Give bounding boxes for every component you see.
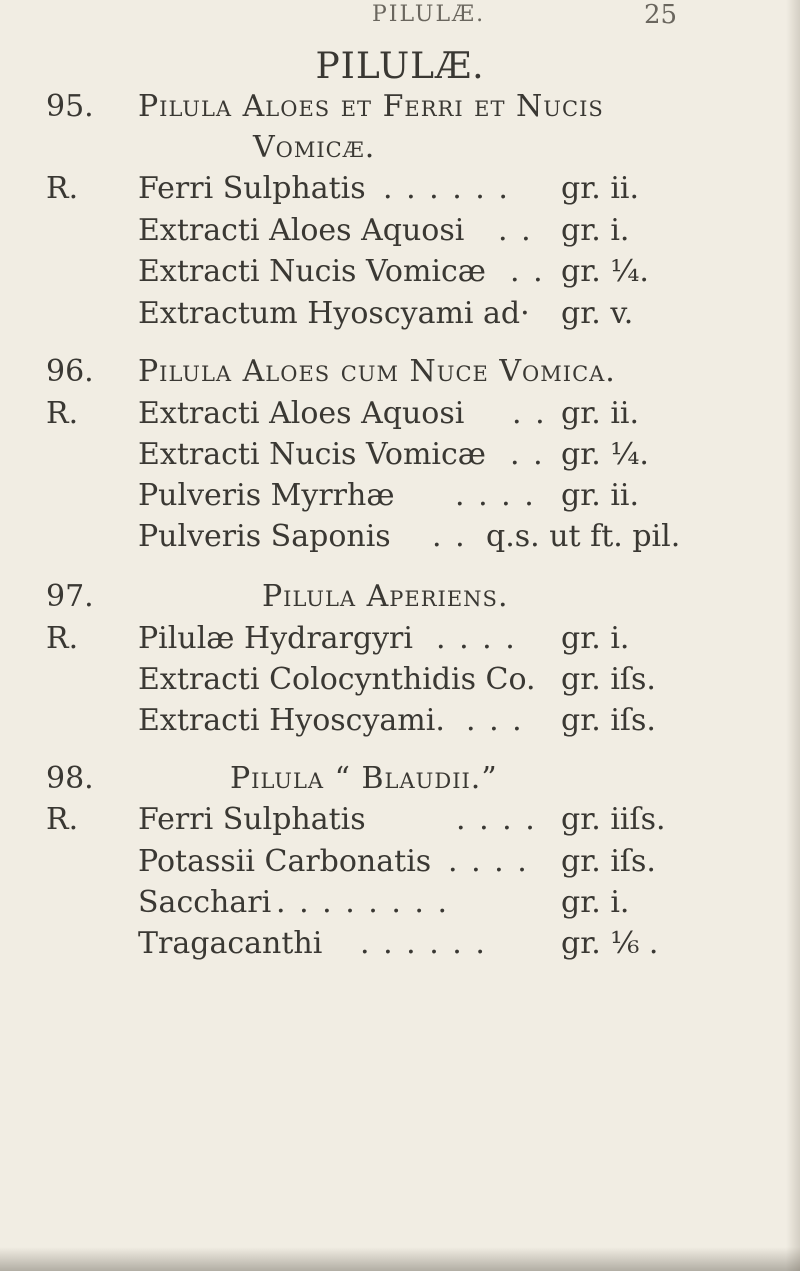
ingredient-name: Tragacanthi	[138, 926, 323, 961]
page-number: 25	[644, 0, 678, 30]
leader-dots: . .	[510, 254, 545, 289]
recipe-heading: Pilula Aloes cum Nuce Vomica.	[138, 354, 616, 389]
leader-dots: . . . .	[436, 621, 517, 656]
recipe-heading: Pilula Aperiens.	[262, 579, 509, 614]
leader-dots: . . . .	[456, 802, 537, 837]
leader-dots: . .	[512, 396, 547, 431]
ingredient-dose: gr. i.	[561, 885, 630, 920]
ingredient-dose: gr. i.	[561, 213, 630, 248]
leader-dots: . . .	[466, 703, 524, 738]
leader-dots: . . . .	[455, 478, 536, 513]
recipe-heading: Pilula Aloes et Ferri et Nucis	[138, 89, 604, 124]
ingredient-name: Extracti Nucis Vomicæ	[138, 254, 487, 289]
leader-dots: . . . . . . . .	[276, 885, 450, 920]
page-bottom-shadow	[0, 1247, 800, 1271]
ingredient-name: Extractum Hyoscyami ad·	[138, 296, 530, 331]
ingredient-dose: gr. v.	[561, 296, 634, 331]
ingredient-dose: q.s. ut ft. pil.	[486, 519, 681, 554]
ingredient-dose: gr. iſs.	[561, 662, 656, 697]
ingredient-name: Extracti Aloes Aquosi	[138, 396, 465, 431]
ingredient-dose: gr. ii.	[561, 396, 640, 431]
ingredient-dose: gr. iſs.	[561, 703, 656, 738]
ingredient-name: Ferri Sulphatis	[138, 802, 366, 837]
ingredient-name: Pulveris Saponis	[138, 519, 391, 554]
leader-dots: . .	[510, 437, 545, 472]
recipe-heading-continued: Vomicæ.	[253, 130, 376, 165]
recipe-symbol: R.	[46, 171, 79, 206]
page-title: PILULÆ.	[315, 46, 485, 87]
ingredient-dose: gr. ⅙ .	[561, 926, 659, 961]
recipe-symbol: R.	[46, 802, 79, 837]
leader-dots: . . . . . .	[383, 171, 510, 206]
recipe-number: 96.	[46, 354, 94, 389]
recipe-heading: Pilula “ Blaudii.”	[230, 761, 498, 796]
leader-dots: . . . . . .	[360, 926, 487, 961]
ingredient-name: Ferri Sulphatis	[138, 171, 366, 206]
recipe-number: 98.	[46, 761, 94, 796]
ingredient-dose: gr. i.	[561, 621, 630, 656]
recipe-symbol: R.	[46, 621, 79, 656]
ingredient-dose: gr. iſs.	[561, 844, 656, 879]
ingredient-name: Pilulæ Hydrargyri	[138, 621, 413, 656]
ingredient-dose: gr. ¼.	[561, 437, 649, 472]
ingredient-name: Extracti Hyoscyami.	[138, 703, 445, 738]
ingredient-dose: gr. iiſs.	[561, 802, 666, 837]
ingredient-dose: gr. ii.	[561, 171, 640, 206]
ingredient-name: Potassii Carbonatis	[138, 844, 432, 879]
recipe-number: 95.	[46, 89, 94, 124]
ingredient-name: Pulveris Myrrhæ	[138, 478, 395, 513]
leader-dots: . . . .	[448, 844, 529, 879]
ingredient-name: Extracti Aloes Aquosi	[138, 213, 465, 248]
ingredient-name: Extracti Nucis Vomicæ	[138, 437, 487, 472]
ingredient-name: Extracti Colocynthidis Co.	[138, 662, 536, 697]
ingredient-name: Sacchari	[138, 885, 272, 920]
ingredient-dose: gr. ¼.	[561, 254, 649, 289]
recipe-number: 97.	[46, 579, 94, 614]
recipe-symbol: R.	[46, 396, 79, 431]
leader-dots: . .	[432, 519, 467, 554]
ingredient-dose: gr. ii.	[561, 478, 640, 513]
running-head-title: PILULÆ.	[372, 2, 486, 27]
leader-dots: . .	[498, 213, 533, 248]
